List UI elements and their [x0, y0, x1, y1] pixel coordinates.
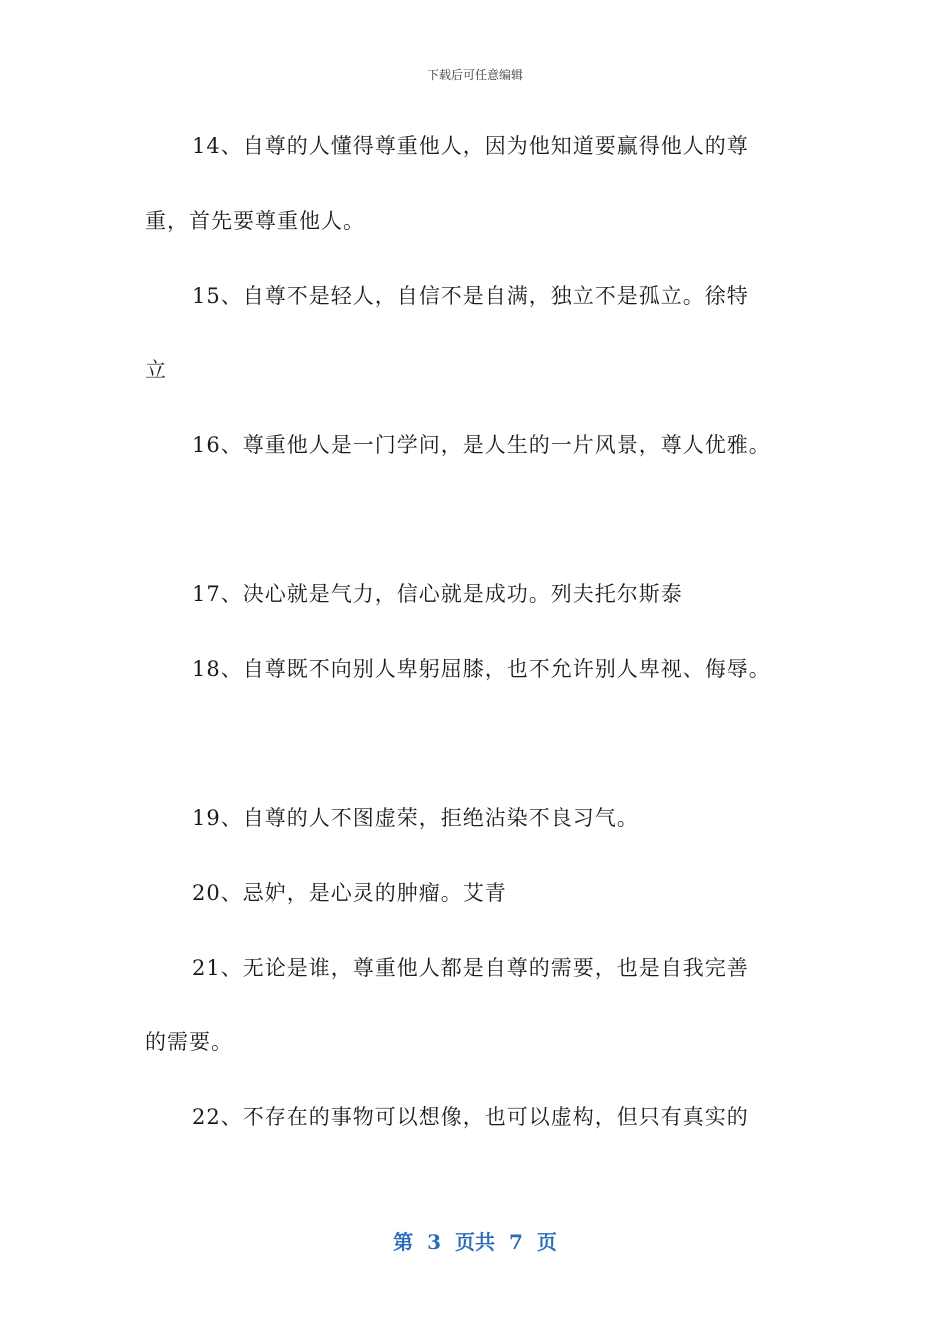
- total-pages-number: 7: [509, 1230, 523, 1254]
- text-line: 15、自尊不是轻人，自信不是自满，独立不是孤立。徐特: [192, 284, 749, 308]
- text-line: 17、决心就是气力，信心就是成功。列夫托尔斯泰: [192, 582, 683, 606]
- text-line: 16、尊重他人是一门学问，是人生的一片风景，尊人优雅。: [192, 433, 771, 457]
- page-label-prefix: 第: [393, 1230, 414, 1254]
- page-label-suffix: 页: [536, 1230, 557, 1254]
- text-line: 立: [145, 358, 167, 382]
- page-footer: [0, 1226, 950, 1255]
- current-page-number: 3: [427, 1230, 441, 1254]
- page-label-middle: 页共: [455, 1230, 495, 1254]
- text-line: 19、自尊的人不图虚荣，拒绝沾染不良习气。: [192, 806, 639, 830]
- page-header: 下载后可任意编辑: [426, 68, 523, 82]
- text-line: 18、自尊既不向别人卑躬屈膝，也不允许别人卑视、侮辱。: [192, 657, 771, 681]
- text-line: 的需要。: [145, 1030, 233, 1054]
- text-line: 21、无论是谁，尊重他人都是自尊的需要，也是自我完善: [192, 956, 749, 980]
- text-line: 重，首先要尊重他人。: [145, 209, 365, 233]
- text-line: 14、自尊的人懂得尊重他人，因为他知道要赢得他人的尊: [192, 134, 749, 158]
- text-line: 22、不存在的事物可以想像，也可以虚构，但只有真实的: [192, 1105, 749, 1129]
- text-line: 20、忌妒，是心灵的肿瘤。艾青: [192, 881, 507, 905]
